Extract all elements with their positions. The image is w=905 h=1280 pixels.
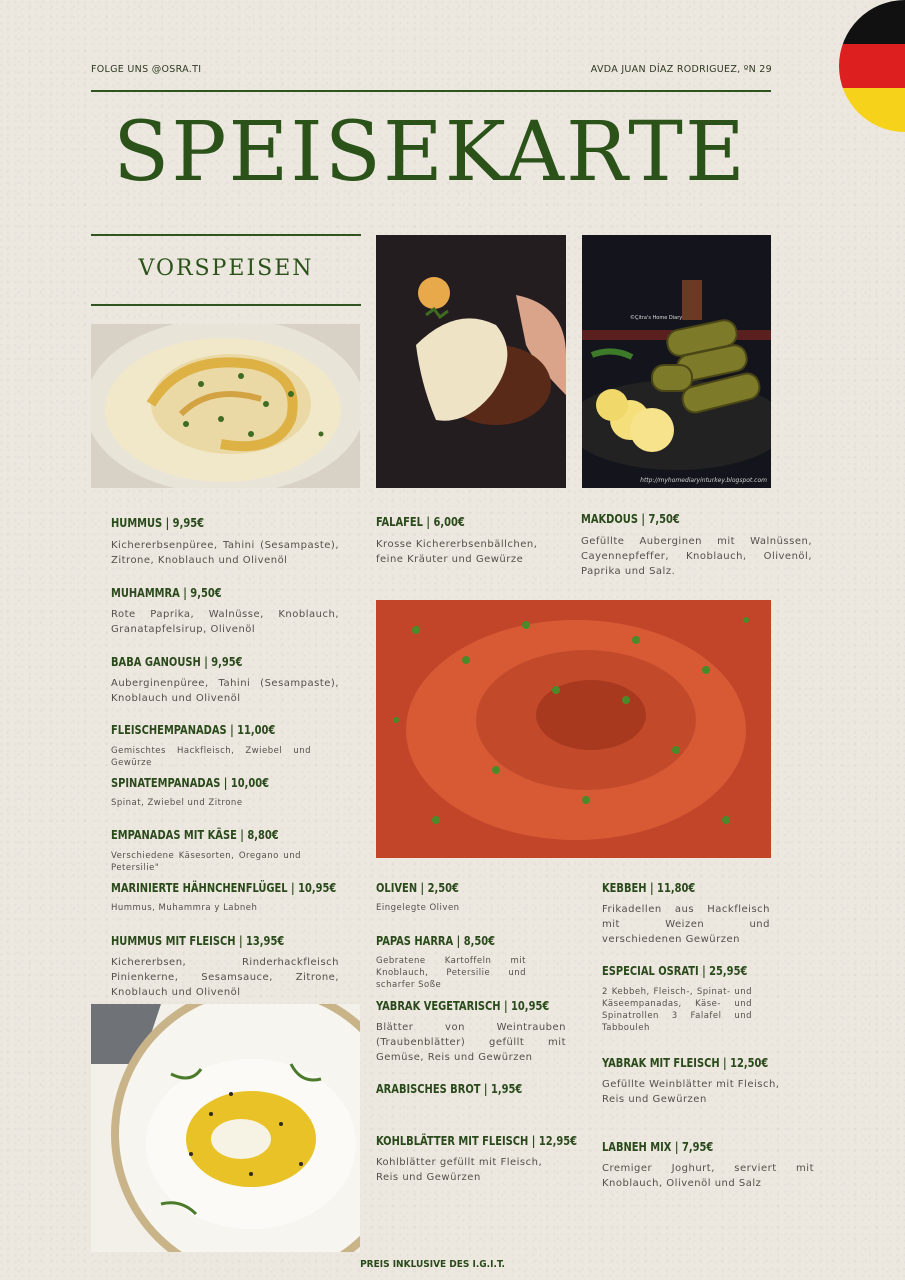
dish-name-fleischempanadas: FLEISCHEMPANADAS | 11,00€ <box>111 722 276 737</box>
dish-desc-kohlblaetter: Kohlblätter gefüllt mit Fleisch, Reis und Gewürzen <box>376 1157 543 1183</box>
dish-name-especial-osrati: ESPECIAL OSRATI | 25,95€ <box>602 963 748 978</box>
dish-desc-hummus: Kichererbsenpüree, Tahini (Sesampaste), Zitrone, Knoblauch und Olivenöl <box>111 540 339 566</box>
dish-name-falafel: FALAFEL | 6,00€ <box>376 514 465 529</box>
dish-desc-labneh-mix: Cremiger Joghurt, serviert mit Knoblauch, Olivenöl und Salz <box>602 1163 814 1189</box>
dish-desc-empanadas-kaese: Verschiedene Käsesorten, Oregano und Petersilie" <box>111 851 301 873</box>
dish-desc-fleischempanadas: Gemischtes Hackfleisch, Zwiebel und Gewürze <box>111 746 311 768</box>
dish-name-kebbeh: KEBBEH | 11,80€ <box>602 880 696 895</box>
dish-name-haehnchenfluegel: MARINIERTE HÄHNCHENFLÜGEL | 10,95€ <box>111 880 337 895</box>
dish-desc-kebbeh: Frikadellen aus Hackfleisch mit Weizen und verschiedenen Gewürzen <box>602 904 770 945</box>
labneh-photo <box>91 1004 360 1252</box>
dish-desc-spinatempanadas: Spinat, Zwiebel und Zitrone <box>111 798 243 808</box>
dish-name-makdous: MAKDOUS | 7,50€ <box>581 511 680 526</box>
dish-name-empanadas-kaese: EMPANADAS MIT KÄSE | 8,80€ <box>111 827 279 842</box>
dish-desc-muhammra: Rote Paprika, Walnüsse, Knoblauch, Granatapfelsirup, Olivenöl <box>111 609 339 635</box>
makdous-photo <box>582 235 771 488</box>
section-rule-bottom <box>91 304 361 306</box>
makdous-caption: ©Çitra's Home Diary <box>630 315 683 321</box>
section-title: VORSPEISEN <box>138 256 314 281</box>
dish-desc-papas-harra: Gebratene Kartoffeln mit Knoblauch, Petersilie und scharfer Soße <box>376 956 526 990</box>
dish-name-kohlblaetter: KOHLBLÄTTER MIT FLEISCH | 12,95€ <box>376 1133 578 1148</box>
dish-name-papas-harra: PAPAS HARRA | 8,50€ <box>376 933 496 948</box>
dish-name-spinatempanadas: SPINATEMPANADAS | 10,00€ <box>111 775 270 790</box>
address: AVDA JUAN DÍAZ RODRIGUEZ, ºN 29 <box>590 64 772 75</box>
hummus-photo <box>91 324 360 488</box>
dish-desc-yabrak-vegetarisch: Blätter von Weintrauben (Traubenblätter) gefüllt mit Gemüse, Reis und Gewürzen <box>376 1022 566 1063</box>
dish-name-muhammra: MUHAMMRA | 9,50€ <box>111 585 222 600</box>
dish-name-yabrak-vegetarisch: YABRAK VEGETARISCH | 10,95€ <box>376 998 550 1013</box>
dish-name-labneh-mix: LABNEH MIX | 7,95€ <box>602 1139 714 1154</box>
dish-desc-baba-ganoush: Auberginenpüree, Tahini (Sesampaste), Knoblauch und Olivenöl <box>111 678 339 704</box>
dish-name-yabrak-fleisch: YABRAK MIT FLEISCH | 12,50€ <box>602 1055 769 1070</box>
dish-name-arabisches-brot: ARABISCHES BROT | 1,95€ <box>376 1081 523 1096</box>
social-handle: FOLGE UNS @OSRA.TI <box>91 64 202 75</box>
dish-name-hummus: HUMMUS | 9,95€ <box>111 515 204 530</box>
dish-desc-makdous: Gefüllte Auberginen mit Walnüssen, Cayennepfeffer, Knoblauch, Olivenöl, Paprika und Salz. <box>581 536 812 577</box>
page-title: SPEISEKARTE <box>113 105 747 200</box>
footer-note: PREIS INKLUSIVE DES I.G.I.T. <box>360 1259 505 1270</box>
dish-desc-yabrak-fleisch: Gefüllte Weinblätter mit Fleisch, Reis und Gewürzen <box>602 1079 780 1105</box>
dish-desc-oliven: Eingelegte Oliven <box>376 903 460 913</box>
dish-desc-haehnchenfluegel: Hummus, Muhammra y Labneh <box>111 903 258 913</box>
header-divider <box>91 90 771 92</box>
dish-name-hummus-fleisch: HUMMUS MIT FLEISCH | 13,95€ <box>111 933 285 948</box>
dish-desc-especial-osrati: 2 Kebbeh, Fleisch-, Spinat- und Käseempanadas, Käse- und Spinatrollen 3 Falafel und Tabbouleh <box>602 987 752 1033</box>
muhammra-photo <box>376 600 771 858</box>
dish-name-baba-ganoush: BABA GANOUSH | 9,95€ <box>111 654 243 669</box>
dish-name-oliven: OLIVEN | 2,50€ <box>376 880 459 895</box>
falafel-photo <box>376 235 566 488</box>
makdous-watermark: http://myhomediaryinturkey.blogspot.com <box>640 477 767 484</box>
dish-desc-falafel: Krosse Kichererbsenbällchen, feine Kräuter und Gewürze <box>376 539 538 565</box>
dish-desc-hummus-fleisch: Kichererbsen, Rinderhackfleisch Pinienkerne, Sesamsauce, Zitrone, Knoblauch und Olivenöl <box>111 957 339 998</box>
section-rule-top <box>91 234 361 236</box>
